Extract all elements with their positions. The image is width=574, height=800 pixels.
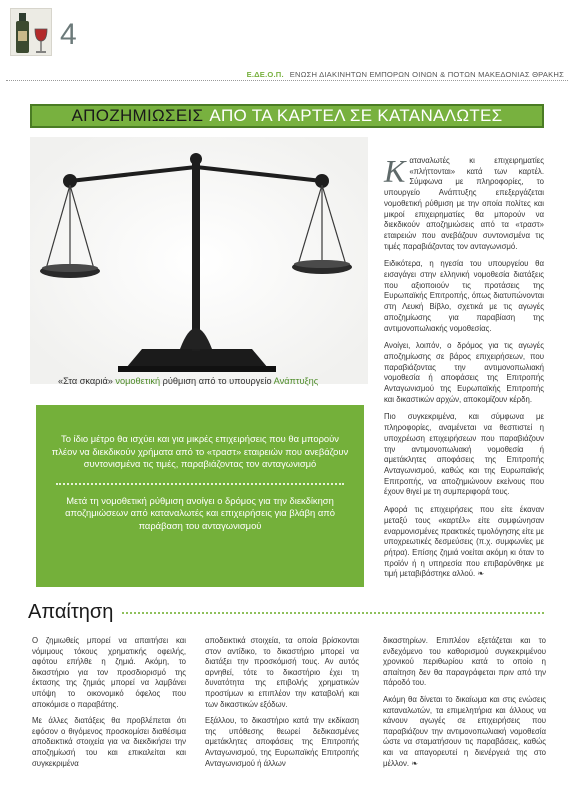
highlight-text-2: Μετά τη νομοθετική ρύθμιση ανοίγει ο δρόμος για την διεκδίκηση αποζημιώσεων από καταναλωτές και επιχειρήσεις για βλάβη από παράβαση του ανταγωνισμού	[65, 494, 335, 531]
article-paragraph: Πιο συγκεκριμένα, και σύμφωνα με πληροφορίες, αναμένεται να θεσπιστεί η υποχρέωση επιχειρήσεων που παραβιάζουν την αντιμονοπωλιακή νομοθεσία ή αμετάκλητες αποφάσεις της Επιτροπής Ανταγωνισμού, καθώς και της Ευρωπαϊκής Επιτροπής, να αποζημιώνουν εκείνους που έχουν θιγεί με τη συμπεριφορά τους.	[384, 412, 544, 497]
section-paragraph: Ο ζημιωθείς μπορεί να απαιτήσει και νόμιμους τόκους χρηματικής οφειλής, αφότου επήλθε η ζημιά. Ακόμη, το δικαστήριο για τον προσδιορισμό της έκτασης της ζημιάς μπορεί να λαμβάνει υπόψη το οικονομικό όφελος που αποκόμισε ο παραβάτης.	[32, 636, 186, 709]
end-mark-icon: ❧	[411, 758, 418, 768]
section-column-1	[32, 636, 186, 775]
article-column	[384, 153, 544, 587]
article-paragraph-text: Αφορά τις επιχειρήσεις που είτε έκαναν μεταξύ τους «καρτέλ» είτε συμφώνησαν εναρμονισμένες πρακτικές τιμολόγησης είτε με υποχρεωτικές δεσμεύσεις (π.χ. συμφωνίες με ρήτρα). Επίσης ζημιά νοείται ακόμη κι όταν το προϊόν ή η υπηρεσία που επιβαρύνθηκε με τιμή μεταβιβάστηκε αλλού.	[384, 505, 544, 579]
running-header	[247, 70, 564, 79]
highlight-divider	[56, 483, 344, 485]
org-short: Ε.ΔΕ.Ο.Π.	[246, 70, 284, 79]
caption-part-1: «Στα σκαριά»	[58, 376, 116, 386]
caption-part-4: Ανάπτυξης	[273, 376, 319, 386]
section-paragraph: Με άλλες διατάξεις θα προβλέπεται ότι εφόσον ο θιγόμενος προσκομίσει διαθέσιμα αποδεικτικά στοιχεία για να διεκδικήσει την αποζημίωσή του και επικαλείται και συγκεκριμένα	[32, 716, 186, 768]
section-paragraph: αποδεικτικά στοιχεία, τα οποία βρίσκονται στον αντίδικο, το δικαστήριο μπορεί να διατάξει την προσκόμισή τους. Αν αυτός αρνηθεί, τότε το δικαστήριο έχει τη δυνατότητα της επιβολής χρηματικών προστίμων κι επιπλέον την καταβολή και των δικαστικών εξόδων.	[205, 636, 359, 709]
section-column-2	[205, 636, 359, 775]
article-lead-text: αταναλωτές κι επιχειρηματίες «πλήττονται» κατά των καρτέλ.	[409, 156, 544, 176]
wine-bottle-glass-icon	[11, 9, 53, 57]
article-paragraph: Ειδικότερα, η ηγεσία του υπουργείου θα εισαγάγει στην ελληνική νομοθεσία διατάξεις που αξιοποιούν τις προτάσεις της Ευρωπαϊκής Επιτροπής, όπως διατυπώνονται στη Λευκή Βίβλο, σχετικά με τις αγωγές αποζημίωσης για παραβίαση της αντιμονοπωλιακής νομοθεσίας.	[384, 259, 544, 333]
section-heading: Απαίτηση	[28, 601, 114, 623]
wine-logo	[10, 8, 52, 56]
balance-scale-image	[30, 137, 368, 384]
header-divider	[6, 80, 568, 81]
section-paragraph: δικαστηρίων. Επιπλέον εξετάζεται και το ενδεχόμενο του καθορισμού συγκεκριμένου χρονικού περιθωρίου κατά το οποίο η απαίτηση δεν θα παραγράφεται πριν από την πάροδό του.	[383, 636, 546, 688]
highlight-text-1: Το ίδιο μέτρο θα ισχύει και για μικρές επιχειρήσεις που θα μπορούν πλέον να διεκδικούν χρήματα από το «τραστ» εταιρειών που ανεβάζουν συντονισμένα τις τιμές, παραβιάζοντας τον ανταγωνισμό	[51, 433, 349, 470]
scales-photo	[30, 137, 368, 384]
section-column-3	[383, 636, 546, 775]
caption-part-3: ρύθμιση από το υπουργείο	[160, 376, 274, 386]
section-paragraph-text: Ακόμη θα δίνεται το δικαίωμα και στις ενώσεις καταναλωτών, τα επιμελητήρια και άλλους να κάνουν αγωγές σε επιχειρήσεις που παραβιάζουν την αντιμονοπωλιακή νομοθεσία ώστε να σταματήσουν τις παραβάσεις, καθώς και να απαγορευτεί η διενέργειά της στο μέλλον.	[383, 694, 546, 768]
org-full: ΕΝΩΣΗ ΔΙΑΚΙΝΗΤΩΝ ΕΜΠΟΡΩΝ ΟΙΝΩΝ & ΠΟΤΩΝ ΜΑΚΕΔΟΝΙΑΣ ΘΡΑΚΗΣ	[289, 70, 564, 79]
end-mark-icon: ❧	[477, 569, 484, 579]
photo-caption	[58, 376, 318, 386]
article-paragraph-last	[384, 505, 544, 580]
article-lead-text-b: Σύμφωνα με πληροφορίες, το υπουργείο Ανάπτυξης επεξεργάζεται νομοθετική ρύθμιση με την οποία πολίτες και μικροί επιχειρηματίες θα μπορούν να διεκδικούν αποζημιώσεις από τα «τραστ» εταιρειών που ανεβάζουν συντονισμένα τις τιμές παραβιάζοντας τον ανταγωνισμό.	[384, 177, 544, 251]
section-divider	[122, 612, 544, 614]
article-lead	[384, 153, 544, 252]
page-number: 4	[60, 18, 77, 51]
article-title	[30, 104, 544, 128]
article-paragraph: Ανοίγει, λοιπόν, ο δρόμος για τις αγωγές αποζημίωσης σε βάρος επιχειρήσεων, που παραβιάζοντας την αντιμονοπωλιακή νομοθεσία ή αποφάσεις της Επιτροπής Ανταγωνισμού της Ευρωπαϊκής Επιτροπής και δικαστικών αρχών, αποκομίζουν κέρδη.	[384, 341, 544, 404]
section-paragraph-last	[383, 695, 546, 769]
title-part-1: ΑΠΟΖΗΜΙΩΣΕΙΣ	[71, 106, 204, 125]
drop-cap: Κ	[384, 153, 406, 189]
section-paragraph: Εξάλλου, το δικαστήριο κατά την εκδίκαση της υπόθεσης θεωρεί δεδικασμένες αμετάκλητες αποφάσεις της Επιτροπής Ανταγωνισμού, της Ευρωπαϊκής Επιτροπής Ανταγωνισμού ή άλλων	[205, 716, 359, 768]
caption-part-2: νομοθετική	[115, 376, 161, 386]
title-part-2: ΑΠΟ ΤΑ ΚΑΡΤΕΛ ΣΕ ΚΑΤΑΝΑΛΩΤΕΣ	[209, 106, 503, 125]
highlight-box	[36, 405, 364, 587]
